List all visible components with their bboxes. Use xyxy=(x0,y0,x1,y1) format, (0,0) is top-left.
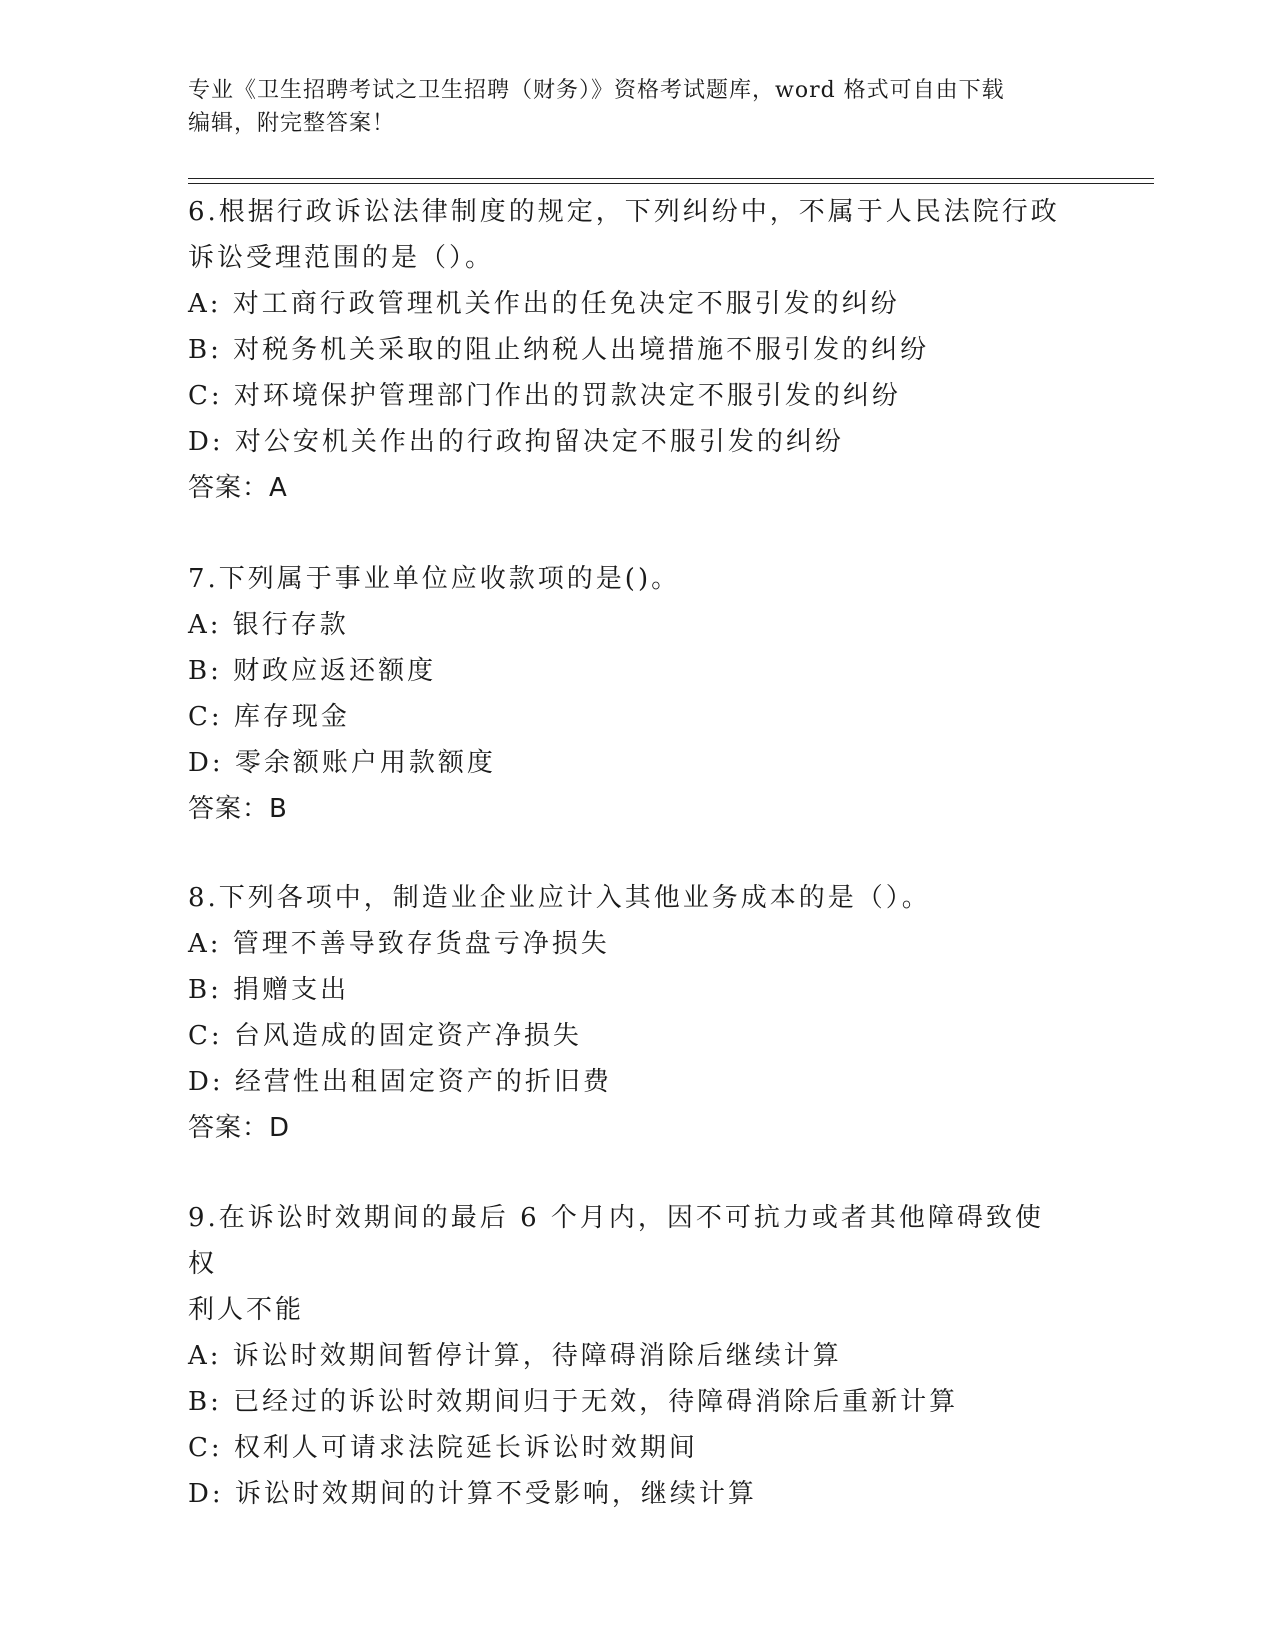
question-stem-line-1: 7.下列属于事业单位应收款项的是()。 xyxy=(188,564,681,594)
option-d: D: 诉讼时效期间的计算不受影响，继续计算 xyxy=(188,1479,757,1509)
answer: 答案：D xyxy=(188,1113,291,1143)
question-9 xyxy=(188,1195,1068,1517)
option-c: C: 对环境保护管理部门作出的罚款决定不服引发的纠纷 xyxy=(188,381,901,411)
option-d: D: 零余额账户用款额度 xyxy=(188,748,496,778)
option-a: A: 管理不善导致存货盘亏净损失 xyxy=(188,929,610,959)
option-a: A: 诉讼时效期间暂停计算，待障碍消除后继续计算 xyxy=(188,1341,842,1371)
answer: 答案：B xyxy=(188,794,288,824)
answer: 答案：A xyxy=(188,473,288,503)
question-6 xyxy=(188,189,1068,511)
option-a: A: 银行存款 xyxy=(188,610,349,640)
header-line-1: 专业《卫生招聘考试之卫生招聘（财务）》资格考试题库，word 格式可自由下载 xyxy=(188,78,1005,103)
header-line-2: 编辑，附完整答案！ xyxy=(188,111,396,136)
header-divider-bottom xyxy=(188,183,1154,184)
question-7 xyxy=(188,556,1068,832)
option-b: B: 已经过的诉讼时效期间归于无效，待障碍消除后重新计算 xyxy=(188,1387,959,1417)
header-divider-top xyxy=(188,178,1154,179)
question-stem-line-1: 8.下列各项中，制造业企业应计入其他业务成本的是（）。 xyxy=(188,883,931,913)
question-stem-line-2: 利人不能 xyxy=(188,1295,305,1325)
option-c: C: 台风造成的固定资产净损失 xyxy=(188,1021,582,1051)
option-d: D: 对公安机关作出的行政拘留决定不服引发的纠纷 xyxy=(188,427,844,457)
option-b: B: 捐赠支出 xyxy=(188,975,350,1005)
question-8 xyxy=(188,875,1068,1151)
option-a: A: 对工商行政管理机关作出的任免决定不服引发的纠纷 xyxy=(188,289,900,319)
option-d: D: 经营性出租固定资产的折旧费 xyxy=(188,1067,612,1097)
option-c: C: 库存现金 xyxy=(188,702,350,732)
option-c: C: 权利人可请求法院延长诉讼时效期间 xyxy=(188,1433,698,1463)
question-stem-line-2: 诉讼受理范围的是（）。 xyxy=(188,243,495,273)
option-b: B: 对税务机关采取的阻止纳税人出境措施不服引发的纠纷 xyxy=(188,335,930,365)
option-b: B: 财政应返还额度 xyxy=(188,656,437,686)
question-stem-line-1: 6.根据行政诉讼法律制度的规定，下列纠纷中，不属于人民法院行政 xyxy=(188,197,1060,227)
question-stem-line-1: 9.在诉讼时效期间的最后 6 个月内，因不可抗力或者其他障碍致使权 xyxy=(188,1203,1044,1279)
document-header xyxy=(188,74,1068,140)
